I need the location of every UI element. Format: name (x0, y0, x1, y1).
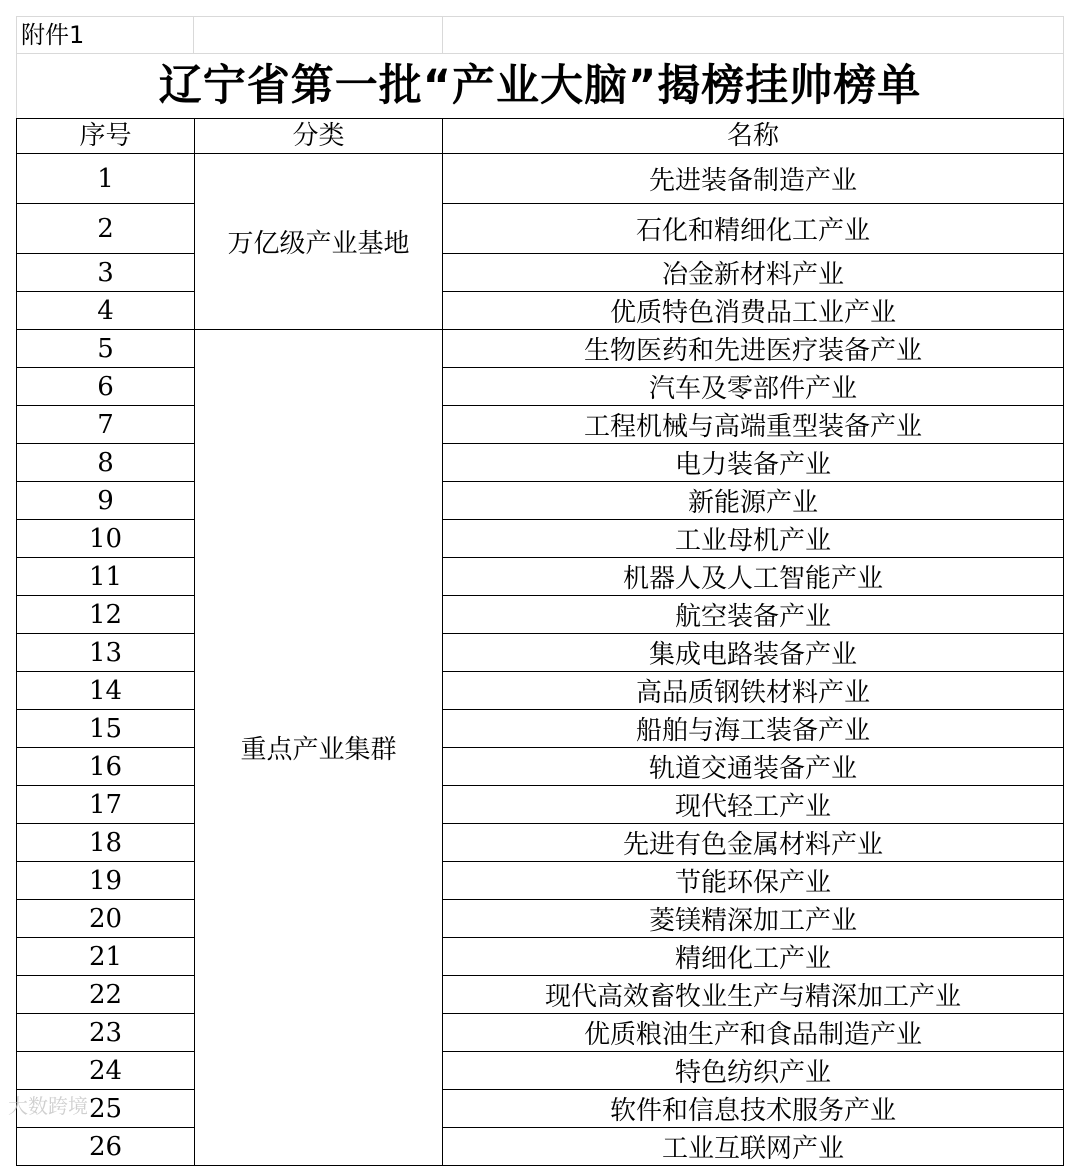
name-cell: 工业母机产业 (443, 520, 1064, 558)
seq-cell: 21 (17, 938, 195, 976)
name-cell: 软件和信息技术服务产业 (443, 1090, 1064, 1128)
header-seq: 序号 (17, 119, 195, 154)
table-row (17, 368, 1064, 406)
seq-cell: 17 (17, 786, 195, 824)
spreadsheet-sheet (16, 16, 1064, 1166)
seq-cell: 23 (17, 1014, 195, 1052)
seq-cell: 5 (17, 330, 195, 368)
table-row (17, 596, 1064, 634)
seq-cell: 13 (17, 634, 195, 672)
empty-cell (194, 17, 443, 53)
header-name: 名称 (443, 119, 1064, 154)
table-row (17, 862, 1064, 900)
category-cell: 重点产业集群 (195, 330, 443, 1166)
seq-cell: 4 (17, 292, 195, 330)
table-row (17, 1052, 1064, 1090)
name-cell: 石化和精细化工产业 (443, 204, 1064, 254)
category-cell: 万亿级产业基地 (195, 154, 443, 330)
seq-cell: 7 (17, 406, 195, 444)
table-row (17, 1014, 1064, 1052)
name-cell: 精细化工产业 (443, 938, 1064, 976)
seq-cell: 19 (17, 862, 195, 900)
table-row (17, 1090, 1064, 1128)
header-category: 分类 (195, 119, 443, 154)
name-cell: 优质粮油生产和食品制造产业 (443, 1014, 1064, 1052)
seq-cell: 25 (17, 1090, 195, 1128)
table-row (17, 1128, 1064, 1166)
sheet-title: 辽宁省第一批“产业大脑”揭榜挂帅榜单 (16, 54, 1064, 118)
seq-cell: 1 (17, 154, 195, 204)
name-cell: 集成电路装备产业 (443, 634, 1064, 672)
seq-cell: 12 (17, 596, 195, 634)
table-row (17, 330, 1064, 368)
name-cell: 新能源产业 (443, 482, 1064, 520)
seq-cell: 18 (17, 824, 195, 862)
table-row (17, 482, 1064, 520)
name-cell: 高品质钢铁材料产业 (443, 672, 1064, 710)
attachment-row (16, 16, 1064, 54)
name-cell: 工程机械与高端重型装备产业 (443, 406, 1064, 444)
table-row (17, 558, 1064, 596)
table-row (17, 254, 1064, 292)
name-cell: 菱镁精深加工产业 (443, 900, 1064, 938)
seq-cell: 14 (17, 672, 195, 710)
table-row (17, 154, 1064, 204)
table-row (17, 292, 1064, 330)
seq-cell: 20 (17, 900, 195, 938)
table-row (17, 786, 1064, 824)
name-cell: 先进装备制造产业 (443, 154, 1064, 204)
table-row (17, 444, 1064, 482)
seq-cell: 3 (17, 254, 195, 292)
table-row (17, 672, 1064, 710)
table-row (17, 634, 1064, 672)
name-cell: 轨道交通装备产业 (443, 748, 1064, 786)
name-cell: 汽车及零部件产业 (443, 368, 1064, 406)
seq-cell: 15 (17, 710, 195, 748)
seq-cell: 16 (17, 748, 195, 786)
name-cell: 冶金新材料产业 (443, 254, 1064, 292)
table-row (17, 520, 1064, 558)
table-row (17, 406, 1064, 444)
seq-cell: 9 (17, 482, 195, 520)
seq-cell: 2 (17, 204, 195, 254)
attachment-label: 附件1 (16, 17, 194, 53)
name-cell: 先进有色金属材料产业 (443, 824, 1064, 862)
seq-cell: 8 (17, 444, 195, 482)
seq-cell: 11 (17, 558, 195, 596)
table-row (17, 938, 1064, 976)
name-cell: 现代轻工产业 (443, 786, 1064, 824)
list-table (16, 118, 1064, 1166)
table-row (17, 824, 1064, 862)
seq-cell: 26 (17, 1128, 195, 1166)
table-body (17, 154, 1064, 1166)
name-cell: 现代高效畜牧业生产与精深加工产业 (443, 976, 1064, 1014)
table-row (17, 900, 1064, 938)
name-cell: 电力装备产业 (443, 444, 1064, 482)
table-row (17, 204, 1064, 254)
table-header-row (17, 119, 1064, 154)
table-row (17, 976, 1064, 1014)
seq-cell: 10 (17, 520, 195, 558)
name-cell: 生物医药和先进医疗装备产业 (443, 330, 1064, 368)
name-cell: 航空装备产业 (443, 596, 1064, 634)
table-row (17, 748, 1064, 786)
seq-cell: 22 (17, 976, 195, 1014)
name-cell: 工业互联网产业 (443, 1128, 1064, 1166)
empty-cell (443, 17, 1064, 53)
name-cell: 特色纺织产业 (443, 1052, 1064, 1090)
table-row (17, 710, 1064, 748)
name-cell: 船舶与海工装备产业 (443, 710, 1064, 748)
seq-cell: 6 (17, 368, 195, 406)
seq-cell: 24 (17, 1052, 195, 1090)
watermark: 大数跨境 (8, 1094, 88, 1118)
name-cell: 优质特色消费品工业产业 (443, 292, 1064, 330)
name-cell: 机器人及人工智能产业 (443, 558, 1064, 596)
name-cell: 节能环保产业 (443, 862, 1064, 900)
